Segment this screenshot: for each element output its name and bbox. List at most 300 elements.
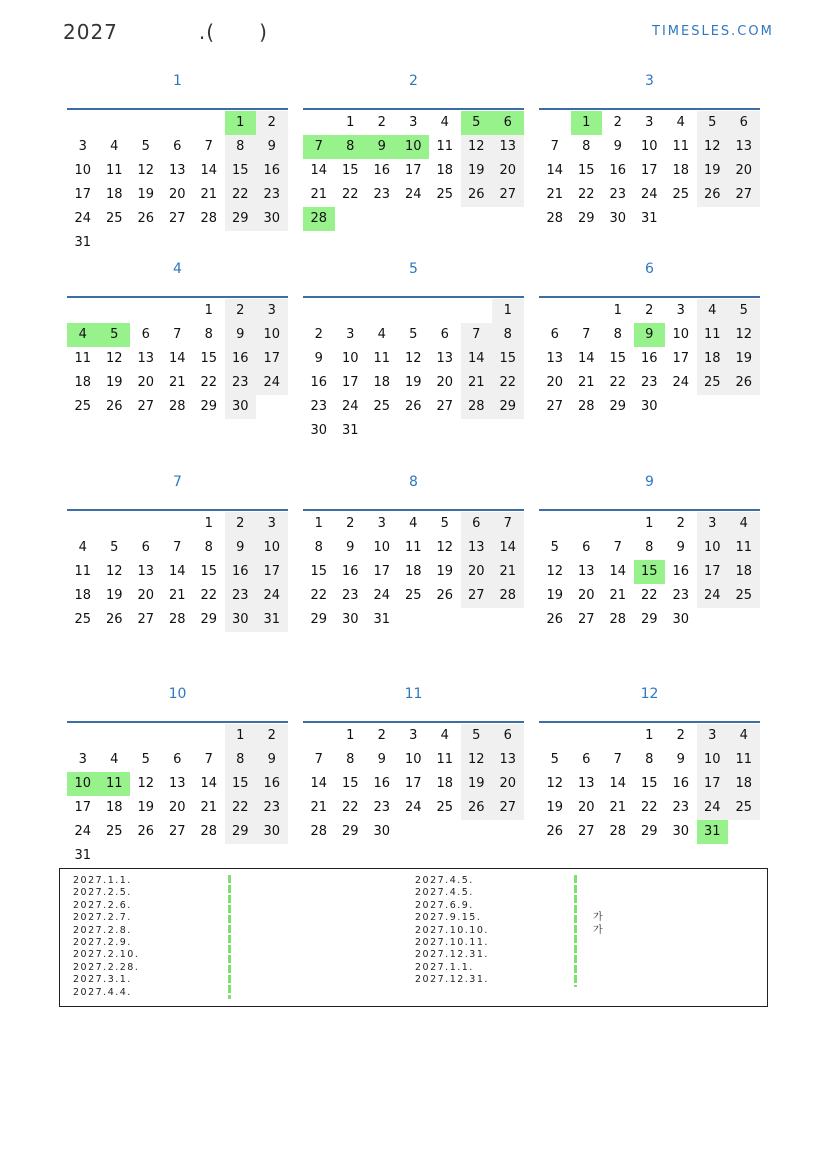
day-cell[interactable]: 22: [310, 588, 328, 603]
site-logo[interactable]: TIMESLES.COM: [652, 24, 774, 39]
day-cell[interactable]: 1: [346, 728, 355, 743]
day-cell[interactable]: 23: [256, 796, 288, 820]
day-cell[interactable]: 16: [672, 564, 690, 579]
day-cell[interactable]: 20: [137, 588, 155, 603]
day-cell[interactable]: 13: [492, 748, 524, 772]
day-cell[interactable]: 3: [697, 512, 729, 536]
day-cell[interactable]: 24: [74, 824, 92, 839]
day-cell[interactable]: 9: [346, 540, 355, 555]
day-cell[interactable]: 13: [436, 351, 454, 366]
day-cell[interactable]: 11: [99, 772, 131, 796]
day-cell[interactable]: 3: [645, 115, 654, 130]
day-cell[interactable]: 3: [676, 303, 685, 318]
day-cell[interactable]: 8: [645, 540, 654, 555]
day-cell[interactable]: 9: [613, 139, 622, 154]
day-cell[interactable]: 27: [577, 824, 595, 839]
day-cell[interactable]: 18: [373, 375, 391, 390]
day-cell[interactable]: 20: [461, 560, 493, 584]
day-cell[interactable]: 22: [640, 800, 658, 815]
day-cell[interactable]: 18: [105, 187, 123, 202]
day-cell[interactable]: 3: [78, 139, 87, 154]
day-cell[interactable]: 6: [492, 724, 524, 748]
day-cell[interactable]: 29: [640, 824, 658, 839]
day-cell[interactable]: 21: [609, 588, 627, 603]
day-cell[interactable]: 31: [640, 211, 658, 226]
day-cell[interactable]: 6: [141, 540, 150, 555]
day-cell[interactable]: 6: [173, 752, 182, 767]
day-cell[interactable]: 8: [225, 135, 257, 159]
day-cell[interactable]: 25: [74, 612, 92, 627]
day-cell[interactable]: 22: [225, 796, 257, 820]
day-cell[interactable]: 12: [697, 135, 729, 159]
day-cell[interactable]: 15: [310, 564, 328, 579]
day-cell[interactable]: 30: [310, 423, 328, 438]
day-cell[interactable]: 11: [74, 351, 92, 366]
day-cell[interactable]: 19: [105, 375, 123, 390]
day-cell[interactable]: 7: [613, 540, 622, 555]
day-cell[interactable]: 11: [105, 163, 123, 178]
day-cell[interactable]: 29: [341, 824, 359, 839]
day-cell[interactable]: 24: [74, 211, 92, 226]
day-cell[interactable]: 7: [314, 752, 323, 767]
day-cell[interactable]: 8: [492, 323, 524, 347]
day-cell[interactable]: 27: [137, 612, 155, 627]
day-cell[interactable]: 29: [225, 207, 257, 231]
day-cell[interactable]: 7: [173, 540, 182, 555]
day-cell[interactable]: 5: [461, 111, 493, 135]
day-cell[interactable]: 15: [640, 776, 658, 791]
day-cell[interactable]: 2: [613, 115, 622, 130]
day-cell[interactable]: 17: [373, 564, 391, 579]
day-cell[interactable]: 2: [346, 516, 355, 531]
day-cell[interactable]: 17: [697, 560, 729, 584]
day-cell[interactable]: 15: [341, 776, 359, 791]
day-cell[interactable]: 17: [672, 351, 690, 366]
day-cell[interactable]: 26: [137, 824, 155, 839]
day-cell[interactable]: 1: [613, 303, 622, 318]
day-cell[interactable]: 24: [256, 584, 288, 608]
day-cell[interactable]: 13: [728, 135, 760, 159]
day-cell[interactable]: 1: [225, 724, 257, 748]
day-cell[interactable]: 21: [577, 375, 595, 390]
day-cell[interactable]: 21: [200, 800, 218, 815]
day-cell[interactable]: 17: [341, 375, 359, 390]
day-cell[interactable]: 9: [256, 135, 288, 159]
day-cell[interactable]: 16: [373, 163, 391, 178]
day-cell[interactable]: 9: [676, 752, 685, 767]
day-cell[interactable]: 8: [314, 540, 323, 555]
day-cell[interactable]: 11: [436, 752, 454, 767]
day-cell[interactable]: 14: [310, 163, 328, 178]
day-cell[interactable]: 6: [173, 139, 182, 154]
day-cell[interactable]: 14: [609, 564, 627, 579]
day-cell[interactable]: 4: [110, 752, 119, 767]
day-cell[interactable]: 14: [577, 351, 595, 366]
day-cell[interactable]: 20: [436, 375, 454, 390]
day-cell[interactable]: 5: [110, 540, 119, 555]
day-cell[interactable]: 23: [256, 183, 288, 207]
day-cell[interactable]: 21: [609, 800, 627, 815]
day-cell[interactable]: 28: [609, 824, 627, 839]
day-cell[interactable]: 14: [168, 564, 186, 579]
day-cell[interactable]: 12: [105, 351, 123, 366]
day-cell[interactable]: 3: [409, 115, 418, 130]
day-cell[interactable]: 30: [609, 211, 627, 226]
day-cell[interactable]: 12: [728, 323, 760, 347]
day-cell[interactable]: 30: [225, 395, 257, 419]
day-cell[interactable]: 5: [440, 516, 449, 531]
day-cell[interactable]: 22: [577, 187, 595, 202]
day-cell[interactable]: 26: [137, 211, 155, 226]
day-cell[interactable]: 11: [404, 540, 422, 555]
day-cell[interactable]: 31: [373, 612, 391, 627]
day-cell[interactable]: 10: [404, 752, 422, 767]
day-cell[interactable]: 20: [577, 800, 595, 815]
day-cell[interactable]: 16: [672, 776, 690, 791]
day-cell[interactable]: 7: [492, 512, 524, 536]
day-cell[interactable]: 5: [728, 299, 760, 323]
day-cell[interactable]: 28: [461, 395, 493, 419]
day-cell[interactable]: 18: [697, 347, 729, 371]
day-cell[interactable]: 30: [672, 612, 690, 627]
day-cell[interactable]: 14: [310, 776, 328, 791]
day-cell[interactable]: 28: [546, 211, 564, 226]
day-cell[interactable]: 19: [546, 800, 564, 815]
day-cell[interactable]: 15: [577, 163, 595, 178]
day-cell[interactable]: 1: [314, 516, 323, 531]
day-cell[interactable]: 23: [310, 399, 328, 414]
day-cell[interactable]: 4: [676, 115, 685, 130]
day-cell[interactable]: 17: [404, 163, 422, 178]
day-cell[interactable]: 27: [577, 612, 595, 627]
day-cell[interactable]: 12: [461, 135, 493, 159]
day-cell[interactable]: 9: [377, 752, 386, 767]
day-cell[interactable]: 2: [225, 512, 257, 536]
day-cell[interactable]: 25: [105, 211, 123, 226]
day-cell[interactable]: 27: [168, 211, 186, 226]
day-cell[interactable]: 22: [640, 588, 658, 603]
day-cell[interactable]: 24: [404, 187, 422, 202]
day-cell[interactable]: 17: [74, 800, 92, 815]
day-cell[interactable]: 13: [492, 135, 524, 159]
day-cell[interactable]: 6: [141, 327, 150, 342]
day-cell[interactable]: 24: [341, 399, 359, 414]
day-cell[interactable]: 16: [373, 776, 391, 791]
day-cell[interactable]: 11: [728, 748, 760, 772]
day-cell[interactable]: 22: [225, 183, 257, 207]
day-cell[interactable]: 6: [461, 512, 493, 536]
day-cell[interactable]: 22: [200, 375, 218, 390]
day-cell[interactable]: 9: [256, 748, 288, 772]
day-cell[interactable]: 4: [728, 724, 760, 748]
day-cell[interactable]: 14: [546, 163, 564, 178]
day-cell[interactable]: 22: [341, 187, 359, 202]
day-cell[interactable]: 10: [697, 536, 729, 560]
day-cell[interactable]: 10: [697, 748, 729, 772]
day-cell[interactable]: 6: [728, 111, 760, 135]
day-cell[interactable]: 7: [550, 139, 559, 154]
day-cell[interactable]: 12: [546, 776, 564, 791]
day-cell[interactable]: 25: [373, 399, 391, 414]
day-cell[interactable]: 23: [373, 187, 391, 202]
day-cell[interactable]: 8: [613, 327, 622, 342]
day-cell[interactable]: 21: [168, 588, 186, 603]
day-cell[interactable]: 7: [173, 327, 182, 342]
day-cell[interactable]: 21: [310, 800, 328, 815]
day-cell[interactable]: 26: [105, 399, 123, 414]
day-cell[interactable]: 2: [314, 327, 323, 342]
day-cell[interactable]: 4: [697, 299, 729, 323]
day-cell[interactable]: 25: [105, 824, 123, 839]
day-cell[interactable]: 20: [137, 375, 155, 390]
day-cell[interactable]: 17: [404, 776, 422, 791]
day-cell[interactable]: 24: [672, 375, 690, 390]
day-cell[interactable]: 19: [461, 772, 493, 796]
day-cell[interactable]: 18: [672, 163, 690, 178]
day-cell[interactable]: 8: [204, 540, 213, 555]
day-cell[interactable]: 21: [461, 371, 493, 395]
day-cell[interactable]: 23: [672, 588, 690, 603]
day-cell[interactable]: 16: [225, 347, 257, 371]
day-cell[interactable]: 19: [137, 800, 155, 815]
day-cell[interactable]: 4: [377, 327, 386, 342]
day-cell[interactable]: 8: [346, 752, 355, 767]
day-cell[interactable]: 7: [613, 752, 622, 767]
day-cell[interactable]: 9: [314, 351, 323, 366]
day-cell[interactable]: 25: [697, 371, 729, 395]
day-cell[interactable]: 19: [697, 159, 729, 183]
day-cell[interactable]: 30: [225, 608, 257, 632]
day-cell[interactable]: 10: [640, 139, 658, 154]
day-cell[interactable]: 11: [373, 351, 391, 366]
day-cell[interactable]: 1: [204, 303, 213, 318]
day-cell[interactable]: 11: [672, 139, 690, 154]
day-cell[interactable]: 30: [640, 399, 658, 414]
day-cell[interactable]: 25: [404, 588, 422, 603]
day-cell[interactable]: 9: [225, 536, 257, 560]
day-cell[interactable]: 17: [640, 163, 658, 178]
day-cell[interactable]: 15: [609, 351, 627, 366]
day-cell[interactable]: 7: [204, 752, 213, 767]
day-cell[interactable]: 27: [137, 399, 155, 414]
day-cell[interactable]: 28: [168, 399, 186, 414]
day-cell[interactable]: 28: [168, 612, 186, 627]
day-cell[interactable]: 10: [672, 327, 690, 342]
day-cell[interactable]: 10: [373, 540, 391, 555]
day-cell[interactable]: 18: [74, 375, 92, 390]
day-cell[interactable]: 3: [256, 512, 288, 536]
day-cell[interactable]: 6: [582, 540, 591, 555]
day-cell[interactable]: 5: [409, 327, 418, 342]
day-cell[interactable]: 9: [676, 540, 685, 555]
day-cell[interactable]: 14: [200, 776, 218, 791]
day-cell[interactable]: 9: [225, 323, 257, 347]
day-cell[interactable]: 3: [346, 327, 355, 342]
day-cell[interactable]: 17: [256, 347, 288, 371]
day-cell[interactable]: 21: [168, 375, 186, 390]
day-cell[interactable]: 26: [105, 612, 123, 627]
day-cell[interactable]: 18: [105, 800, 123, 815]
day-cell[interactable]: 18: [436, 163, 454, 178]
day-cell[interactable]: 5: [141, 752, 150, 767]
day-cell[interactable]: 8: [225, 748, 257, 772]
day-cell[interactable]: 31: [697, 820, 729, 844]
day-cell[interactable]: 15: [200, 564, 218, 579]
day-cell[interactable]: 16: [341, 564, 359, 579]
day-cell[interactable]: 31: [74, 848, 92, 863]
day-cell[interactable]: 3: [377, 516, 386, 531]
day-cell[interactable]: 2: [256, 724, 288, 748]
day-cell[interactable]: 19: [105, 588, 123, 603]
day-cell[interactable]: 22: [492, 371, 524, 395]
day-cell[interactable]: 20: [168, 800, 186, 815]
day-cell[interactable]: 29: [200, 612, 218, 627]
day-cell[interactable]: 2: [676, 728, 685, 743]
day-cell[interactable]: 16: [310, 375, 328, 390]
day-cell[interactable]: 27: [436, 399, 454, 414]
day-cell[interactable]: 28: [200, 824, 218, 839]
day-cell[interactable]: 20: [728, 159, 760, 183]
day-cell[interactable]: 7: [303, 135, 335, 159]
day-cell[interactable]: 12: [461, 748, 493, 772]
day-cell[interactable]: 16: [256, 772, 288, 796]
day-cell[interactable]: 28: [492, 584, 524, 608]
day-cell[interactable]: 12: [105, 564, 123, 579]
day-cell[interactable]: 15: [200, 351, 218, 366]
day-cell[interactable]: 22: [341, 800, 359, 815]
day-cell[interactable]: 12: [436, 540, 454, 555]
day-cell[interactable]: 29: [577, 211, 595, 226]
day-cell[interactable]: 27: [461, 584, 493, 608]
day-cell[interactable]: 1: [225, 111, 257, 135]
day-cell[interactable]: 24: [697, 796, 729, 820]
day-cell[interactable]: 20: [492, 159, 524, 183]
day-cell[interactable]: 8: [335, 135, 367, 159]
day-cell[interactable]: 27: [546, 399, 564, 414]
day-cell[interactable]: 8: [204, 327, 213, 342]
day-cell[interactable]: 21: [310, 187, 328, 202]
day-cell[interactable]: 26: [404, 399, 422, 414]
day-cell[interactable]: 12: [137, 776, 155, 791]
day-cell[interactable]: 29: [609, 399, 627, 414]
day-cell[interactable]: 10: [67, 772, 99, 796]
day-cell[interactable]: 16: [640, 351, 658, 366]
day-cell[interactable]: 26: [546, 612, 564, 627]
day-cell[interactable]: 4: [67, 323, 99, 347]
day-cell[interactable]: 30: [672, 824, 690, 839]
day-cell[interactable]: 26: [546, 824, 564, 839]
day-cell[interactable]: 10: [256, 323, 288, 347]
day-cell[interactable]: 12: [137, 163, 155, 178]
day-cell[interactable]: 22: [609, 375, 627, 390]
day-cell[interactable]: 25: [436, 187, 454, 202]
day-cell[interactable]: 5: [141, 139, 150, 154]
day-cell[interactable]: 23: [341, 588, 359, 603]
day-cell[interactable]: 29: [310, 612, 328, 627]
day-cell[interactable]: 17: [74, 187, 92, 202]
day-cell[interactable]: 12: [404, 351, 422, 366]
day-cell[interactable]: 31: [256, 608, 288, 632]
day-cell[interactable]: 10: [74, 163, 92, 178]
day-cell[interactable]: 7: [582, 327, 591, 342]
day-cell[interactable]: 19: [137, 187, 155, 202]
day-cell[interactable]: 31: [341, 423, 359, 438]
day-cell[interactable]: 29: [200, 399, 218, 414]
day-cell[interactable]: 18: [728, 772, 760, 796]
day-cell[interactable]: 28: [609, 612, 627, 627]
day-cell[interactable]: 24: [404, 800, 422, 815]
day-cell[interactable]: 26: [436, 588, 454, 603]
day-cell[interactable]: 10: [398, 135, 430, 159]
day-cell[interactable]: 2: [256, 111, 288, 135]
day-cell[interactable]: 2: [645, 303, 654, 318]
day-cell[interactable]: 31: [74, 235, 92, 250]
day-cell[interactable]: 21: [200, 187, 218, 202]
day-cell[interactable]: 20: [546, 375, 564, 390]
day-cell[interactable]: 2: [377, 728, 386, 743]
day-cell[interactable]: 5: [697, 111, 729, 135]
day-cell[interactable]: 14: [168, 351, 186, 366]
day-cell[interactable]: 14: [461, 347, 493, 371]
day-cell[interactable]: 6: [440, 327, 449, 342]
day-cell[interactable]: 11: [697, 323, 729, 347]
day-cell[interactable]: 16: [225, 560, 257, 584]
day-cell[interactable]: 23: [373, 800, 391, 815]
day-cell[interactable]: 13: [577, 564, 595, 579]
day-cell[interactable]: 7: [204, 139, 213, 154]
day-cell[interactable]: 29: [225, 820, 257, 844]
day-cell[interactable]: 17: [256, 560, 288, 584]
day-cell[interactable]: 11: [728, 536, 760, 560]
day-cell[interactable]: 26: [728, 371, 760, 395]
day-cell[interactable]: 12: [546, 564, 564, 579]
day-cell[interactable]: 29: [492, 395, 524, 419]
day-cell[interactable]: 4: [409, 516, 418, 531]
day-cell[interactable]: 27: [492, 796, 524, 820]
day-cell[interactable]: 5: [99, 323, 131, 347]
day-cell[interactable]: 27: [492, 183, 524, 207]
day-cell[interactable]: 1: [492, 299, 524, 323]
day-cell[interactable]: 3: [256, 299, 288, 323]
day-cell[interactable]: 13: [168, 163, 186, 178]
day-cell[interactable]: 25: [728, 584, 760, 608]
day-cell[interactable]: 16: [609, 163, 627, 178]
day-cell[interactable]: 8: [582, 139, 591, 154]
day-cell[interactable]: 11: [74, 564, 92, 579]
day-cell[interactable]: 4: [78, 540, 87, 555]
day-cell[interactable]: 4: [440, 728, 449, 743]
day-cell[interactable]: 18: [74, 588, 92, 603]
day-cell[interactable]: 2: [225, 299, 257, 323]
day-cell[interactable]: 1: [571, 111, 603, 135]
day-cell[interactable]: 13: [137, 351, 155, 366]
day-cell[interactable]: 18: [436, 776, 454, 791]
day-cell[interactable]: 4: [728, 512, 760, 536]
day-cell[interactable]: 25: [672, 187, 690, 202]
day-cell[interactable]: 20: [168, 187, 186, 202]
day-cell[interactable]: 15: [634, 560, 666, 584]
day-cell[interactable]: 6: [582, 752, 591, 767]
day-cell[interactable]: 17: [697, 772, 729, 796]
day-cell[interactable]: 16: [256, 159, 288, 183]
day-cell[interactable]: 19: [404, 375, 422, 390]
day-cell[interactable]: 26: [461, 183, 493, 207]
day-cell[interactable]: 4: [110, 139, 119, 154]
day-cell[interactable]: 30: [373, 824, 391, 839]
day-cell[interactable]: 28: [577, 399, 595, 414]
day-cell[interactable]: 13: [546, 351, 564, 366]
day-cell[interactable]: 6: [550, 327, 559, 342]
